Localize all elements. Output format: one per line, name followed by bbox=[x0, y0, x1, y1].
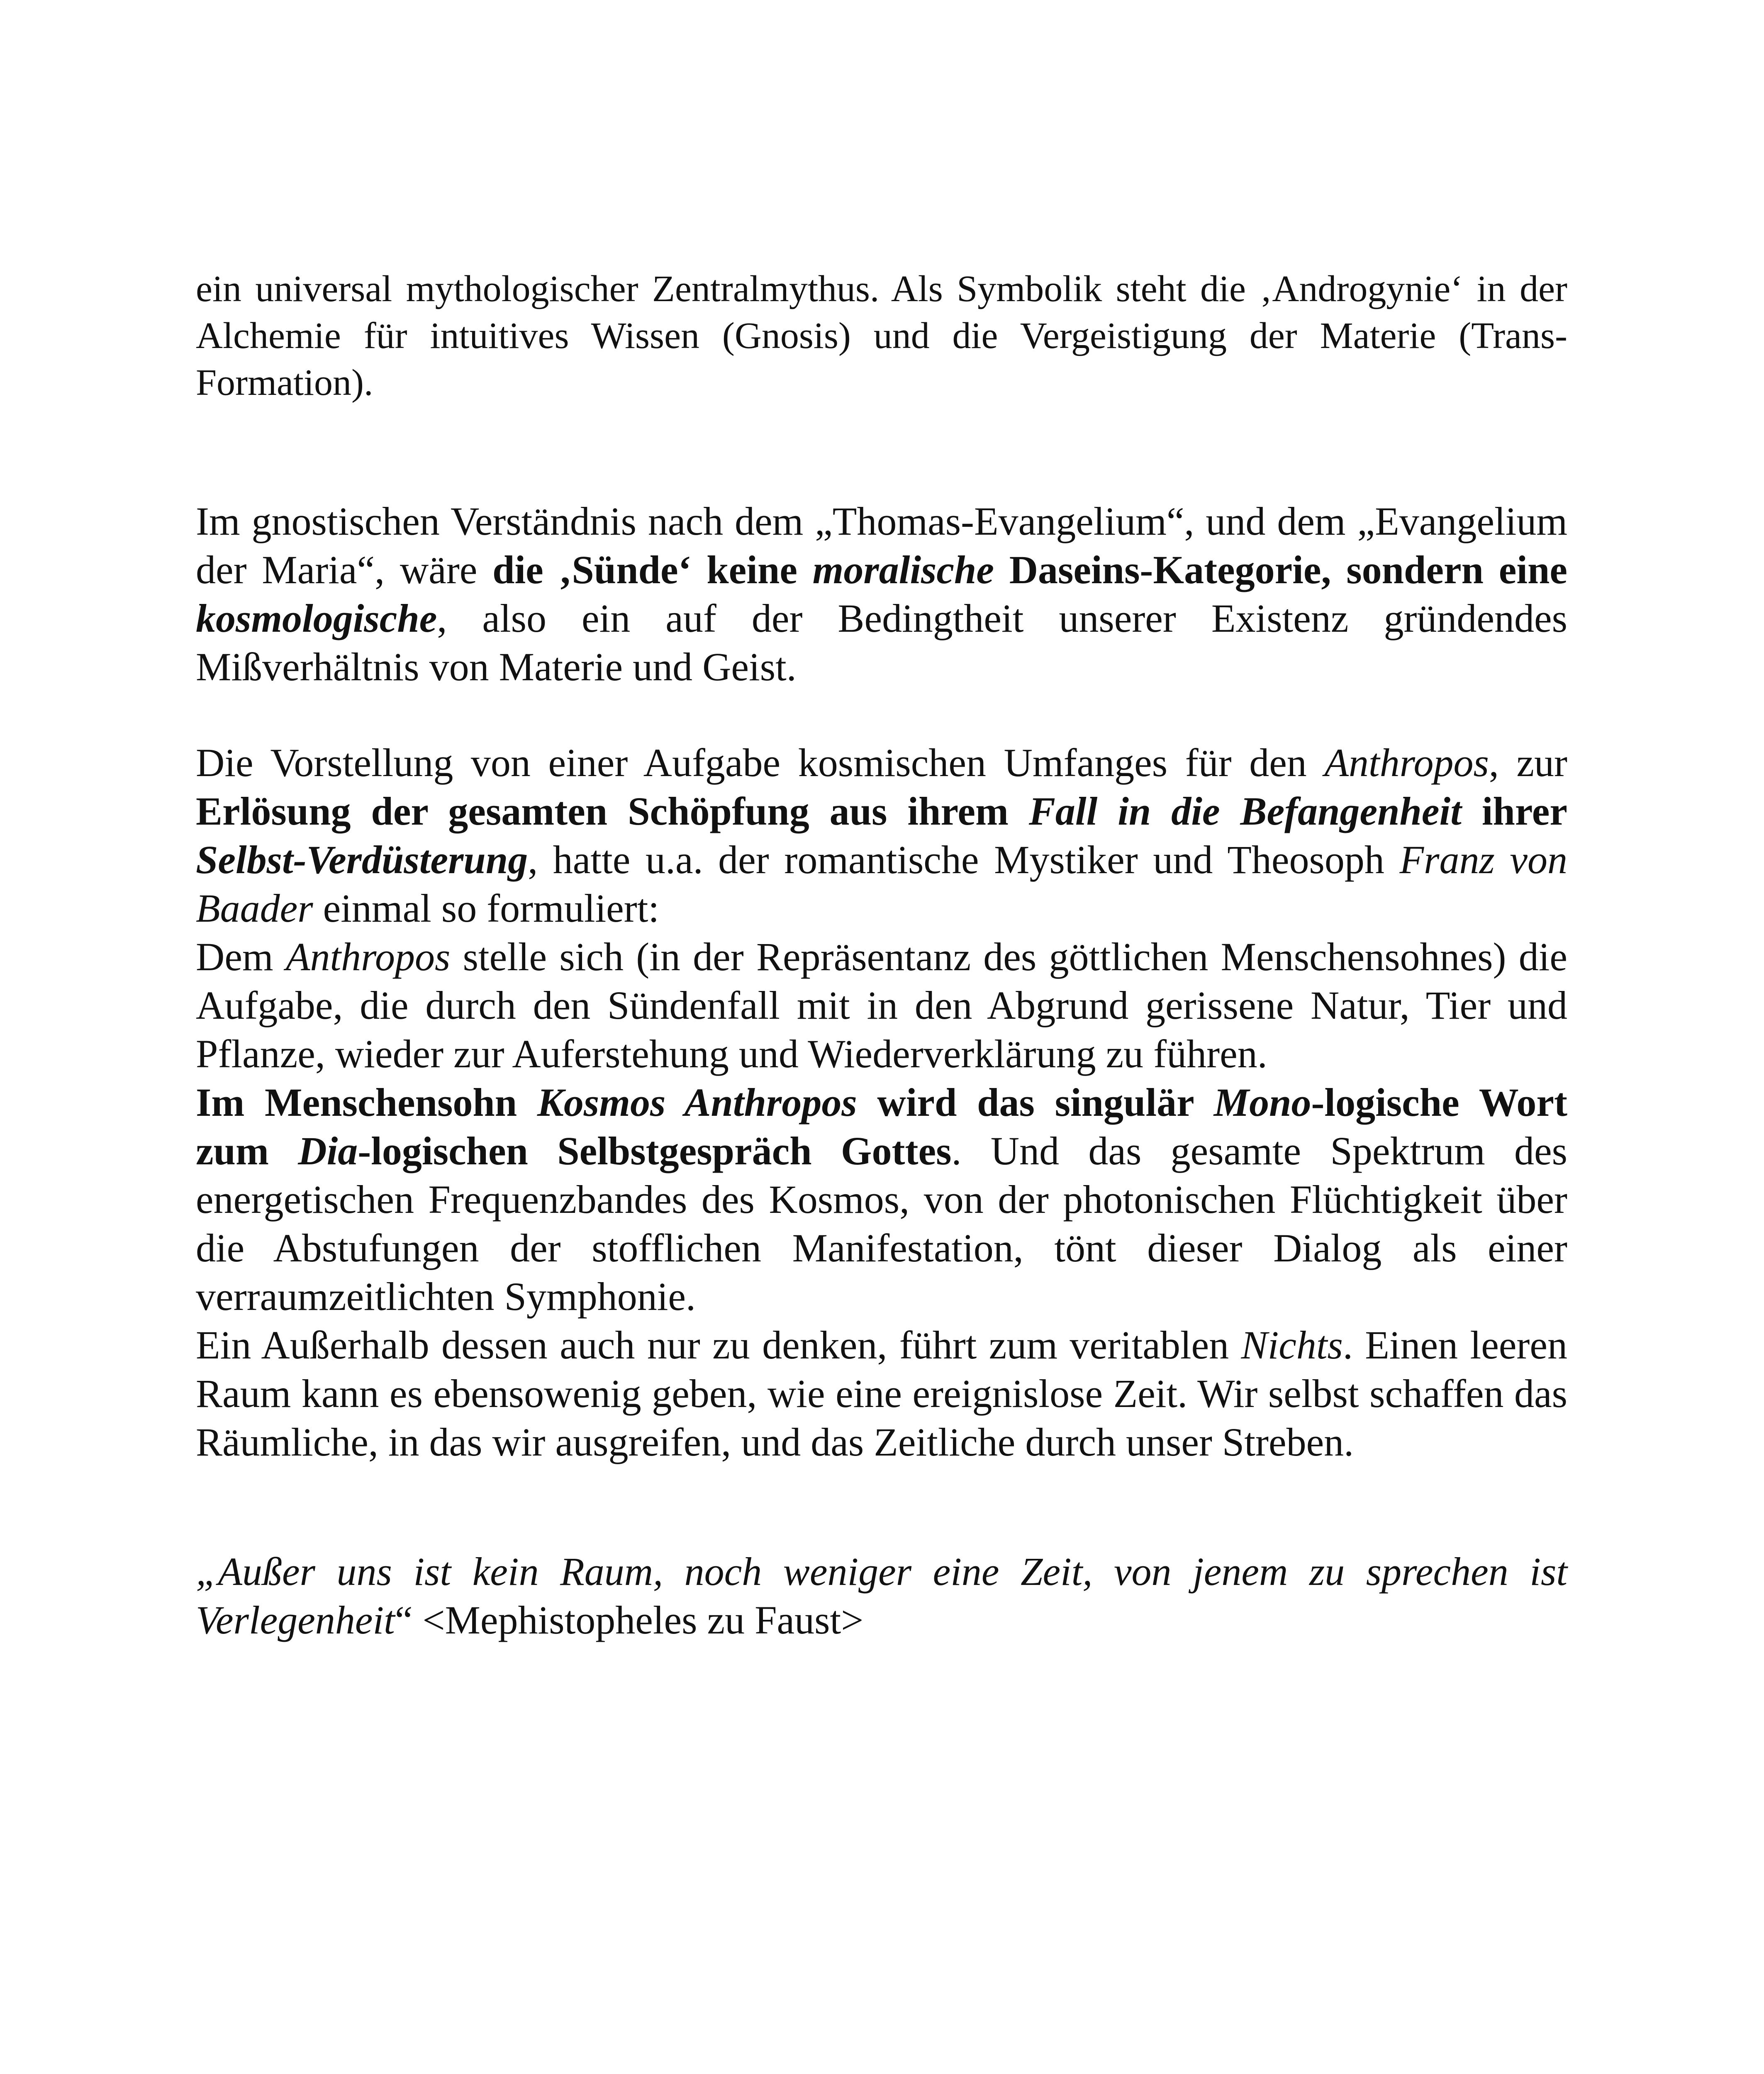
italic-text: „Außer uns ist kein Raum, noch weniger eine Zeit, von jenem zu sprechen ist Verlegenheit bbox=[196, 1549, 1567, 1642]
text-run: . Einen leeren Raum kann es ebensowenig geben, wie eine ereignislose Zeit. Wir selbst schaffen das Räumliche, in das wir ausgreifen, und das Zeitliche durch unser Streben. bbox=[196, 1323, 1567, 1464]
text-run: Ein Außerhalb dessen auch nur zu denken, führt zum veritablen bbox=[196, 1323, 1241, 1367]
paragraph-gnostic-sin bbox=[196, 497, 1567, 691]
bold-italic-text: Dia bbox=[298, 1129, 358, 1173]
bold-italic-text: Kosmos Anthropos bbox=[537, 1080, 857, 1125]
paragraph-text bbox=[196, 497, 1567, 691]
text-run: stelle sich (in der Repräsentanz des göttlichen Menschensohnes) die Aufgabe, die durch den Sündenfall mit in den Abgrund gerissene Natur, Tier und Pflanze, wieder zur Auferstehung und Wiederverklärung zu führen. bbox=[196, 935, 1568, 1076]
text-run: Im gnostischen Verständnis nach dem „Thomas-Evangelium“, und dem „Evangelium der Maria“, wäre bbox=[196, 499, 1567, 592]
text-run: , zur bbox=[1489, 740, 1568, 785]
quote-text bbox=[196, 1547, 1567, 1644]
paragraph-text bbox=[196, 265, 1567, 406]
paragraph-text bbox=[196, 1078, 1567, 1321]
paragraph-alchemy bbox=[196, 265, 1567, 406]
text-run: , hatte u.a. der romantische Mystiker und Theosoph bbox=[528, 837, 1400, 882]
paragraph-anthropos bbox=[196, 738, 1567, 1466]
bold-italic-text: Fall in die Befangenheit bbox=[1028, 789, 1462, 833]
bold-italic-text: moralische bbox=[812, 548, 994, 592]
bold-text: -logischen Selbstgespräch Gottes bbox=[358, 1129, 952, 1173]
bold-text: Erlösung der gesamten Schöpfung aus ihrem bbox=[196, 789, 1029, 833]
bold-italic-text: Mono bbox=[1213, 1080, 1311, 1125]
bold-italic-text: kosmologische bbox=[196, 596, 437, 640]
quote-mephistopheles bbox=[196, 1547, 1567, 1644]
text-run: einmal so formuliert: bbox=[313, 886, 660, 930]
bold-text: wird das singulär bbox=[857, 1080, 1214, 1125]
paragraph-text bbox=[196, 932, 1567, 1078]
bold-text: -logische Wort zum bbox=[196, 1080, 1568, 1173]
text-run: , also ein auf der Bedingtheit unserer Existenz gründendes Mißverhältnis von Materie und Geist. bbox=[196, 596, 1567, 689]
text-run: Dem bbox=[196, 935, 286, 979]
italic-text: Anthropos bbox=[285, 935, 451, 979]
bold-text: Daseins-Kategorie, sondern eine bbox=[994, 548, 1567, 592]
bold-text: ihrer bbox=[1461, 789, 1568, 833]
italic-text: Anthropos bbox=[1324, 740, 1489, 785]
italic-text: Franz von Baader bbox=[196, 837, 1568, 930]
text-run: . Und das gesamte Spektrum des energetischen Frequenzbandes des Kosmos, von der photonischen Flüchtigkeit über die Abstufungen der stofflichen Manifestation, tönt dieser Dialog als einer verraumzeitlichten Symphonie. bbox=[196, 1129, 1568, 1319]
bold-text: die ‚Sünde‘ keine bbox=[492, 548, 813, 592]
paragraph-text bbox=[196, 738, 1567, 932]
text-run: “ <Mephistopheles zu Faust> bbox=[395, 1598, 864, 1642]
text-run: ein universal mythologischer Zentralmythus. Als Symbolik steht die ‚Androgynie‘ in der Alchemie für intuitives Wissen (Gnosis) und die Vergeistigung der Materie (Trans-Formation). bbox=[196, 268, 1567, 403]
paragraph-text bbox=[196, 1321, 1567, 1466]
italic-text: Nichts bbox=[1241, 1323, 1343, 1367]
bold-italic-text: Selbst-Verdüsterung bbox=[196, 837, 528, 882]
text-run: Die Vorstellung von einer Aufgabe kosmischen Umfanges für den bbox=[196, 740, 1325, 785]
bold-text: Im Menschensohn bbox=[196, 1080, 537, 1125]
